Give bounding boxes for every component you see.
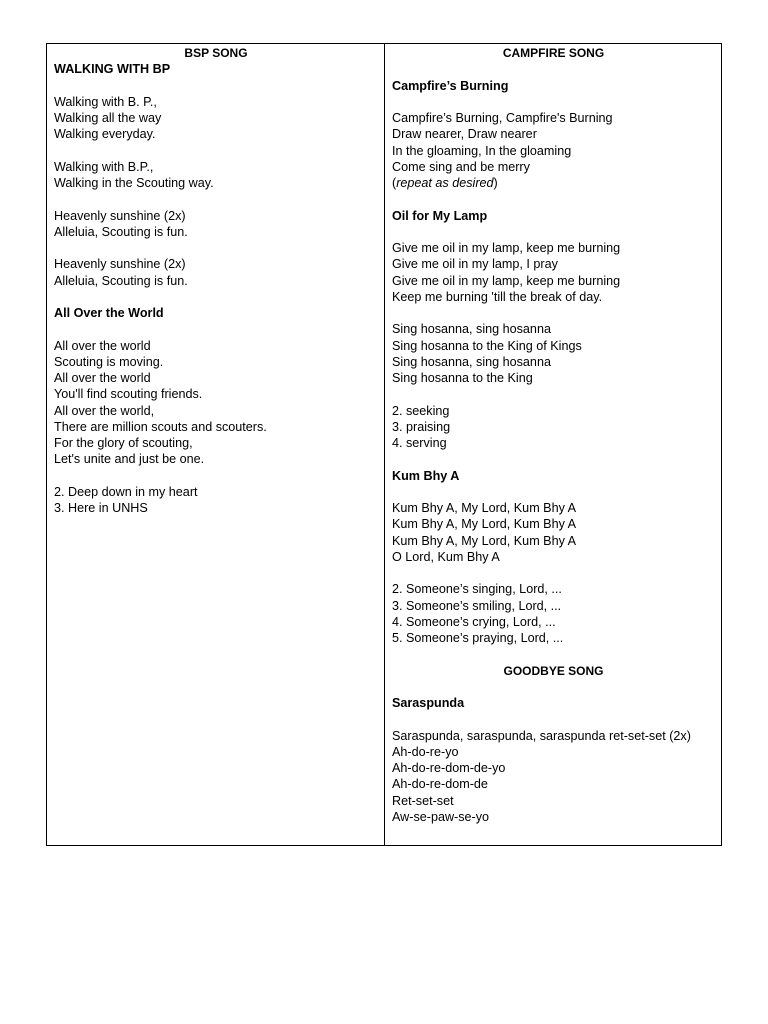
- lyric-line: Heavenly sunshine (2x): [54, 257, 186, 272]
- spacer: [54, 191, 378, 207]
- lyric-line: O Lord, Kum Bhy A: [392, 549, 500, 564]
- campfire-song-column: [385, 44, 721, 845]
- lyric-line: Walking with B.P.,: [54, 159, 154, 174]
- lyric-line: All over the world: [54, 371, 151, 385]
- lyric-line: 3. praising: [392, 419, 451, 434]
- lyric-line: Alleluia, Scouting is fun.: [54, 273, 188, 288]
- repeat-note: repeat as desired: [396, 176, 494, 190]
- lyric-line: Ret-set-set: [392, 793, 454, 808]
- lyric-line: Kum Bhy A, My Lord, Kum Bhy A: [392, 501, 577, 515]
- lyric-line: All over the world,: [54, 403, 155, 418]
- lyric-line: Walking all the way: [54, 111, 162, 125]
- song-lyrics: [392, 240, 715, 451]
- lyric-line: Saraspunda, saraspunda, saraspunda ret-set-set (2x): [392, 728, 691, 743]
- song-lyrics: [392, 728, 715, 826]
- lyric-line: Ah-do-re-dom-de-yo: [392, 761, 506, 775]
- lyric-line: Walking with B. P.,: [54, 94, 157, 109]
- song-title: Campfire’s Burning: [392, 78, 509, 93]
- lyric-line: You'll find scouting friends.: [54, 387, 203, 402]
- spacer: [392, 646, 715, 662]
- spacer: [54, 321, 378, 337]
- spacer: [54, 468, 378, 484]
- lyric-line: There are million scouts and scouters.: [54, 419, 267, 434]
- lyric-line: Walking everyday.: [54, 127, 156, 142]
- song-title: All Over the World: [54, 306, 164, 320]
- lyric-line: 2. Deep down in my heart: [54, 484, 198, 499]
- lyric-line: Campfire’s Burning, Campfire's Burning: [392, 111, 613, 125]
- lyric-line: Kum Bhy A, My Lord, Kum Bhy A: [392, 517, 577, 532]
- song-lyrics: [54, 94, 378, 289]
- spacer: [392, 451, 715, 467]
- lyric-line: Sing hosanna to the King of Kings: [392, 338, 582, 353]
- spacer: [54, 240, 378, 256]
- lyric-line: Keep me burning 'till the break of day.: [392, 289, 603, 304]
- song-title: WALKING WITH BP: [54, 62, 171, 77]
- section-title: GOODBYE SONG: [503, 663, 604, 678]
- lyric-line: Give me oil in my lamp, keep me burning: [392, 273, 621, 288]
- lyric-line: 3. Someone’s smiling, Lord, ...: [392, 598, 562, 613]
- lyric-line: Sing hosanna, sing hosanna: [392, 354, 551, 369]
- spacer: [392, 711, 715, 727]
- lyric-line: Sing hosanna, sing hosanna: [392, 322, 551, 337]
- lyric-line: 3. Here in UNHS: [54, 501, 148, 515]
- lyric-line: Aw-se-paw-se-yo: [392, 809, 490, 824]
- spacer: [392, 679, 715, 695]
- song-note: (repeat as desired): [392, 176, 498, 190]
- lyric-line: Scouting is moving.: [54, 354, 164, 369]
- lyric-line: Ah-do-re-dom-de: [392, 777, 488, 792]
- lyric-line: 4. serving: [392, 436, 447, 450]
- lyric-line: Ah-do-re-yo: [392, 744, 459, 759]
- lyric-line: Come sing and be merry: [392, 159, 530, 174]
- lyric-line: Walking in the Scouting way.: [54, 176, 214, 190]
- spacer: [392, 305, 715, 321]
- lyric-line: Alleluia, Scouting is fun.: [54, 224, 188, 239]
- lyric-line: All over the world: [54, 338, 151, 353]
- song-title: Kum Bhy A: [392, 468, 460, 483]
- spacer: [392, 484, 715, 500]
- spacer: [54, 143, 378, 159]
- lyric-line: For the glory of scouting,: [54, 436, 193, 450]
- lyric-line: In the gloaming, In the gloaming: [392, 143, 572, 158]
- song-lyrics: [392, 500, 715, 646]
- bsp-song-column: [47, 44, 385, 845]
- spacer: [392, 94, 715, 110]
- column-title: CAMPFIRE SONG: [502, 46, 605, 60]
- spacer: [392, 191, 715, 207]
- lyric-line: 4. Someone’s crying, Lord, ...: [392, 614, 556, 629]
- lyric-line: 2. seeking: [392, 403, 450, 418]
- lyric-line: 2. Someone’s singing, Lord, ...: [392, 582, 562, 597]
- song-lyrics: [392, 110, 715, 175]
- song-title: Saraspunda: [392, 696, 465, 710]
- spacer: [392, 386, 715, 402]
- spacer: [54, 78, 378, 94]
- lyric-line: Give me oil in my lamp, I pray: [392, 257, 558, 272]
- lyric-line: Draw nearer, Draw nearer: [392, 127, 537, 142]
- lyric-line: Heavenly sunshine (2x): [54, 208, 186, 223]
- song-lyrics: [54, 338, 378, 517]
- spacer: [392, 61, 715, 77]
- song-sheet-table: [46, 43, 722, 846]
- song-title: Oil for My Lamp: [392, 208, 488, 223]
- lyric-line: Let's unite and just be one.: [54, 452, 205, 467]
- spacer: [392, 565, 715, 581]
- spacer: [54, 289, 378, 305]
- lyric-line: Kum Bhy A, My Lord, Kum Bhy A: [392, 533, 577, 548]
- lyric-line: Sing hosanna to the King: [392, 371, 533, 385]
- spacer: [392, 224, 715, 240]
- column-title: BSP SONG: [184, 46, 248, 60]
- lyric-line: Give me oil in my lamp, keep me burning: [392, 241, 621, 255]
- lyric-line: 5. Someone’s praying, Lord, ...: [392, 631, 564, 645]
